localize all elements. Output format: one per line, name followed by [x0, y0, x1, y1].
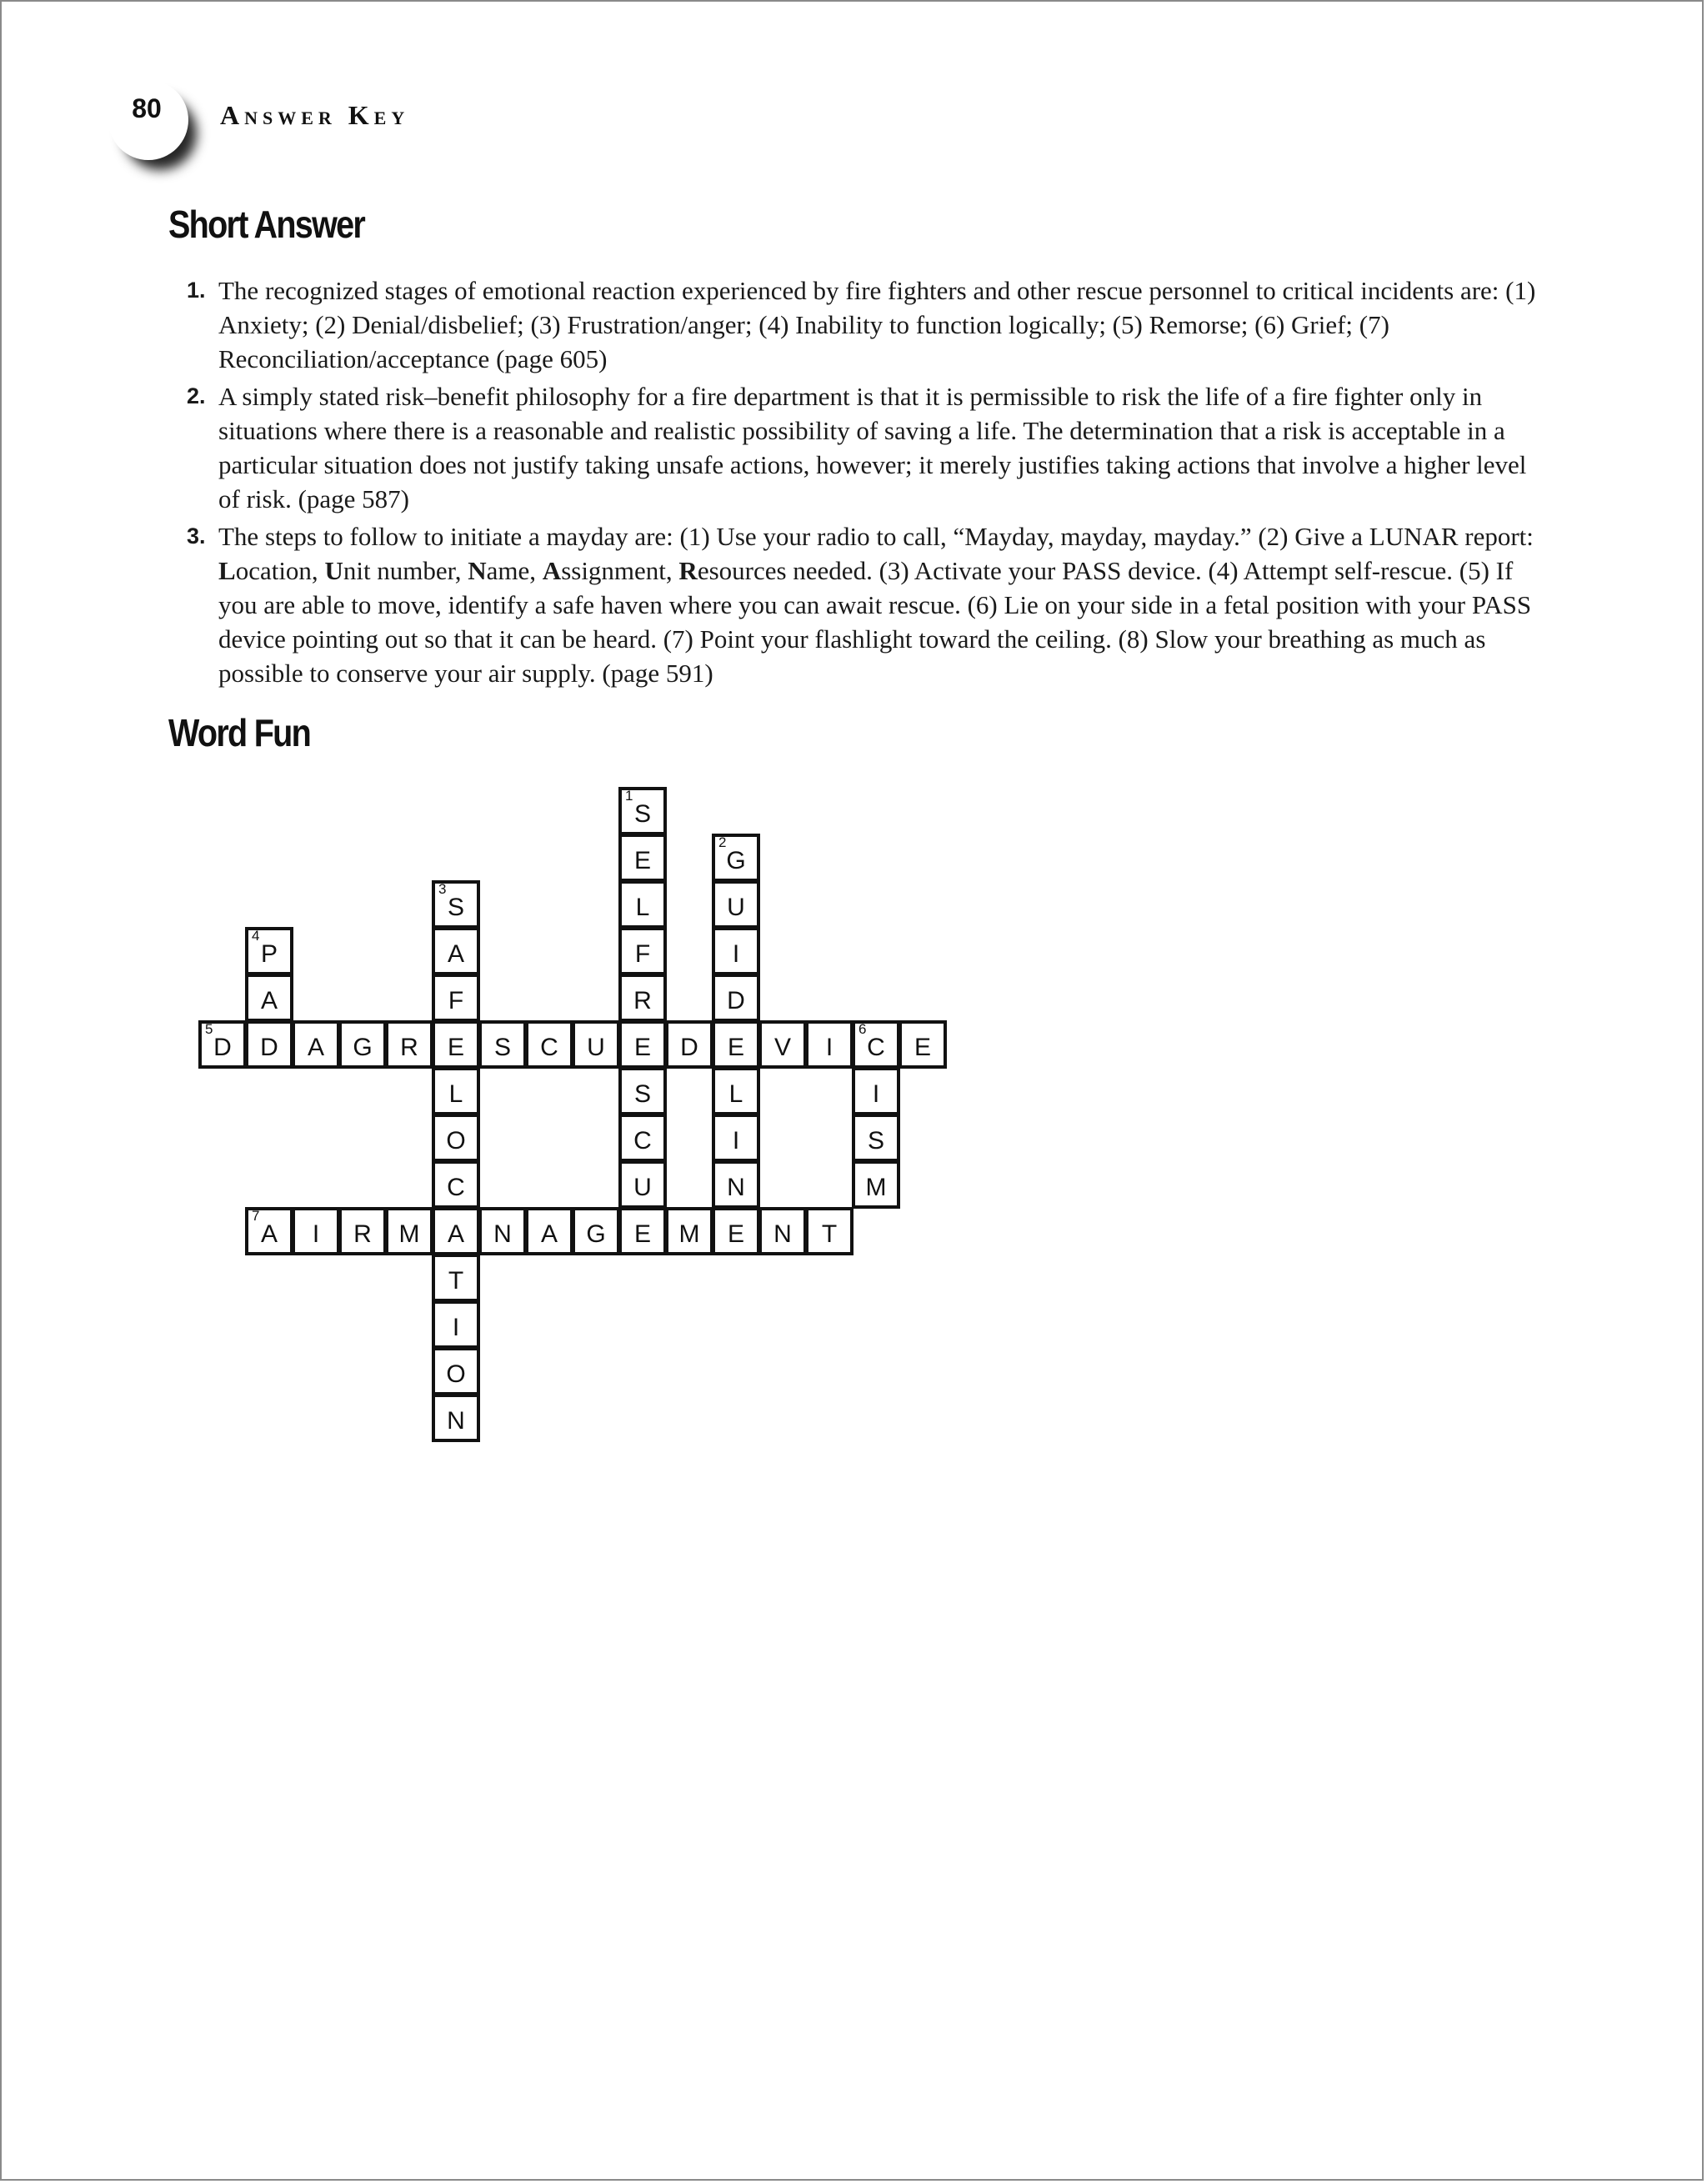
crossword-cell [805, 1020, 854, 1069]
cell-letter: I [732, 1127, 740, 1155]
clue-number: 5 [205, 1021, 213, 1037]
cell-letter: A [447, 940, 464, 968]
answer-text: U [324, 556, 343, 585]
answer-text: nit number, [343, 556, 468, 585]
crossword-cell [432, 1300, 480, 1349]
crossword-cell [338, 1207, 387, 1255]
short-answer-item [185, 273, 1552, 376]
answer-text: ssignment, [561, 556, 679, 585]
cell-letter: A [260, 1220, 278, 1248]
cell-letter: L [728, 1080, 743, 1108]
clue-number: 6 [859, 1021, 867, 1037]
answer-text: A [542, 556, 562, 585]
crossword-cell [385, 1020, 433, 1069]
cell-letter: O [446, 1360, 466, 1388]
crossword-cell [758, 1020, 807, 1069]
crossword-cell [525, 1207, 573, 1255]
crossword-cell [618, 1160, 667, 1209]
cell-letter: C [633, 1127, 652, 1155]
cell-letter: E [727, 1034, 744, 1061]
cell-letter: E [914, 1034, 931, 1061]
cell-letter: R [633, 987, 652, 1014]
crossword-cell [712, 1207, 760, 1255]
crossword-cell [432, 1254, 480, 1302]
cell-letter: I [872, 1080, 880, 1108]
cell-letter: S [493, 1034, 511, 1061]
clue-number: 3 [438, 881, 447, 897]
cell-letter: I [312, 1220, 320, 1248]
crossword-cell [245, 1207, 293, 1255]
cell-letter: C [540, 1034, 558, 1061]
crossword-cell [292, 1207, 340, 1255]
crossword-cell [245, 1020, 293, 1069]
cell-letter: L [448, 1080, 463, 1108]
crossword-cell [852, 1160, 900, 1209]
crossword-cell [758, 1207, 807, 1255]
crossword-cell [245, 974, 293, 1022]
crossword-cell [198, 1020, 247, 1069]
cell-letter: O [446, 1127, 466, 1155]
short-answer-list [185, 273, 1552, 694]
crossword-cell [385, 1207, 433, 1255]
answer-text: ame, [486, 556, 543, 585]
cell-letter: I [452, 1314, 460, 1341]
cell-letter: N [447, 1407, 465, 1435]
cell-letter: D [727, 987, 745, 1014]
crossword-cell [432, 880, 480, 929]
crossword-cell [852, 1114, 900, 1162]
short-answer-item [185, 379, 1552, 516]
cell-letter: E [633, 1220, 651, 1248]
cell-letter: D [213, 1034, 232, 1061]
cell-letter: U [633, 1174, 652, 1201]
cell-letter: T [448, 1267, 464, 1295]
clue-number: 2 [718, 834, 727, 850]
cell-letter: N [727, 1174, 745, 1201]
crossword-cell [618, 787, 667, 835]
cell-letter: R [353, 1220, 372, 1248]
answer-text: esources needed. (3) Activate your PASS device. (4) Attempt self-rescue. (5) If you are able to move, identify a safe haven where you can await rescue. (6) Lie on your side in a fetal position with your PASS device pointing out so that it can be heard. (7) Point your flashlight toward the ceiling. (8) Slow your breathing as much as possible to conserve your air supply. (page 591) [218, 556, 1532, 688]
crossword-cell [572, 1020, 620, 1069]
cell-letter: M [398, 1220, 420, 1248]
crossword-cell [572, 1207, 620, 1255]
running-head: Answer Key [220, 100, 410, 130]
cell-letter: A [447, 1220, 464, 1248]
crossword-cell [432, 1207, 480, 1255]
cell-letter: G [586, 1220, 606, 1248]
crossword-cell [805, 1207, 854, 1255]
answer-text: The recognized stages of emotional reaction experienced by fire fighters and other rescue personnel to critical incidents are: (1) Anxiety; (2) Denial/disbelief; (3) Frustration/anger; (4) Inability to function logically; (5) Remorse; (6) Grief; (7) Reconciliation/acceptance (page 605) [218, 276, 1536, 373]
clue-number: 7 [252, 1208, 260, 1224]
cell-letter: C [447, 1174, 465, 1201]
crossword-cell [712, 1114, 760, 1162]
cell-letter: V [773, 1034, 791, 1061]
cell-letter: U [587, 1034, 605, 1061]
crossword-cell [478, 1020, 527, 1069]
cell-letter: S [867, 1127, 884, 1155]
cell-letter: I [825, 1034, 833, 1061]
cell-letter: U [727, 894, 745, 921]
cell-letter: L [635, 894, 650, 921]
crossword-cell [618, 1114, 667, 1162]
answer-text: N [468, 556, 487, 585]
crossword-cell [478, 1207, 527, 1255]
crossword-cell [618, 1020, 667, 1069]
crossword-cell [899, 1020, 947, 1069]
crossword-cell [338, 1020, 387, 1069]
cell-letter: F [634, 940, 651, 968]
cell-letter: G [726, 847, 746, 874]
crossword-cell [712, 1020, 760, 1069]
crossword-cell [432, 1067, 480, 1115]
crossword-cell [432, 1394, 480, 1442]
answer-text: The steps to follow to initiate a mayday are: (1) Use your radio to call, “Mayday, mayday, mayday.” (2) Give a LUNAR report: [218, 522, 1534, 551]
cell-letter: C [867, 1034, 885, 1061]
crossword-cell [432, 927, 480, 975]
cell-letter: G [353, 1034, 373, 1061]
cell-letter: A [540, 1220, 558, 1248]
crossword-cell [618, 1207, 667, 1255]
cell-letter: F [448, 987, 464, 1014]
answer-text: A simply stated risk–benefit philosophy for a fire department is that it is permissible to risk the life of a fire fighter only in situations where there is a reasonable and realistic possibility of saving a life. The determination that a risk is acceptable in a particular situation does not justify taking unsafe actions, however; it merely justifies taking actions that involve a higher level of risk. (page 587) [218, 382, 1527, 513]
crossword-cell [852, 1067, 900, 1115]
short-answer-heading: Short Answer [168, 203, 365, 246]
cell-letter: A [260, 987, 278, 1014]
item-number: 1. [187, 278, 206, 303]
crossword-cell [292, 1020, 340, 1069]
cell-letter: M [678, 1220, 700, 1248]
cell-letter: D [680, 1034, 698, 1061]
crossword-cell [852, 1020, 900, 1069]
clue-number: 1 [625, 788, 633, 804]
answer-text: R [678, 556, 698, 585]
cell-letter: E [447, 1034, 464, 1061]
cell-letter: E [727, 1220, 744, 1248]
page-number: 80 [132, 93, 162, 123]
answer-text: L [218, 556, 236, 585]
crossword-cell [432, 1020, 480, 1069]
cell-letter: A [307, 1034, 324, 1061]
cell-letter: E [633, 1034, 651, 1061]
crossword-cell [712, 974, 760, 1022]
crossword-cell [665, 1207, 713, 1255]
cell-letter: M [865, 1174, 887, 1201]
crossword-cell [432, 1347, 480, 1395]
crossword-cell [432, 1114, 480, 1162]
cell-letter: I [732, 940, 740, 968]
crossword-cell [432, 974, 480, 1022]
word-fun-heading: Word Fun [168, 711, 311, 754]
crossword-cell [712, 834, 760, 882]
answer-text: ocation, [235, 556, 325, 585]
clue-number: 4 [252, 928, 260, 944]
crossword-cell [245, 927, 293, 975]
cell-letter: P [260, 940, 278, 968]
crossword-cell [665, 1020, 713, 1069]
crossword-cell [712, 1160, 760, 1209]
cell-letter: T [821, 1220, 838, 1248]
cell-letter: S [447, 894, 464, 921]
cell-letter: S [633, 800, 651, 828]
crossword-cell [618, 880, 667, 929]
crossword-cell [618, 1067, 667, 1115]
cell-letter: S [633, 1080, 651, 1108]
item-number: 2. [187, 383, 206, 408]
crossword-cell [712, 927, 760, 975]
crossword-cell [618, 834, 667, 882]
crossword-cell [618, 927, 667, 975]
crossword-cell [712, 1067, 760, 1115]
crossword-cell [525, 1020, 573, 1069]
cell-letter: N [773, 1220, 792, 1248]
cell-letter: R [400, 1034, 418, 1061]
crossword-cell [712, 880, 760, 929]
cell-letter: D [260, 1034, 278, 1061]
crossword-cell [618, 974, 667, 1022]
cell-letter: N [493, 1220, 512, 1248]
item-number: 3. [187, 523, 206, 549]
cell-letter: E [633, 847, 651, 874]
crossword-cell [432, 1160, 480, 1209]
short-answer-item [185, 519, 1552, 690]
